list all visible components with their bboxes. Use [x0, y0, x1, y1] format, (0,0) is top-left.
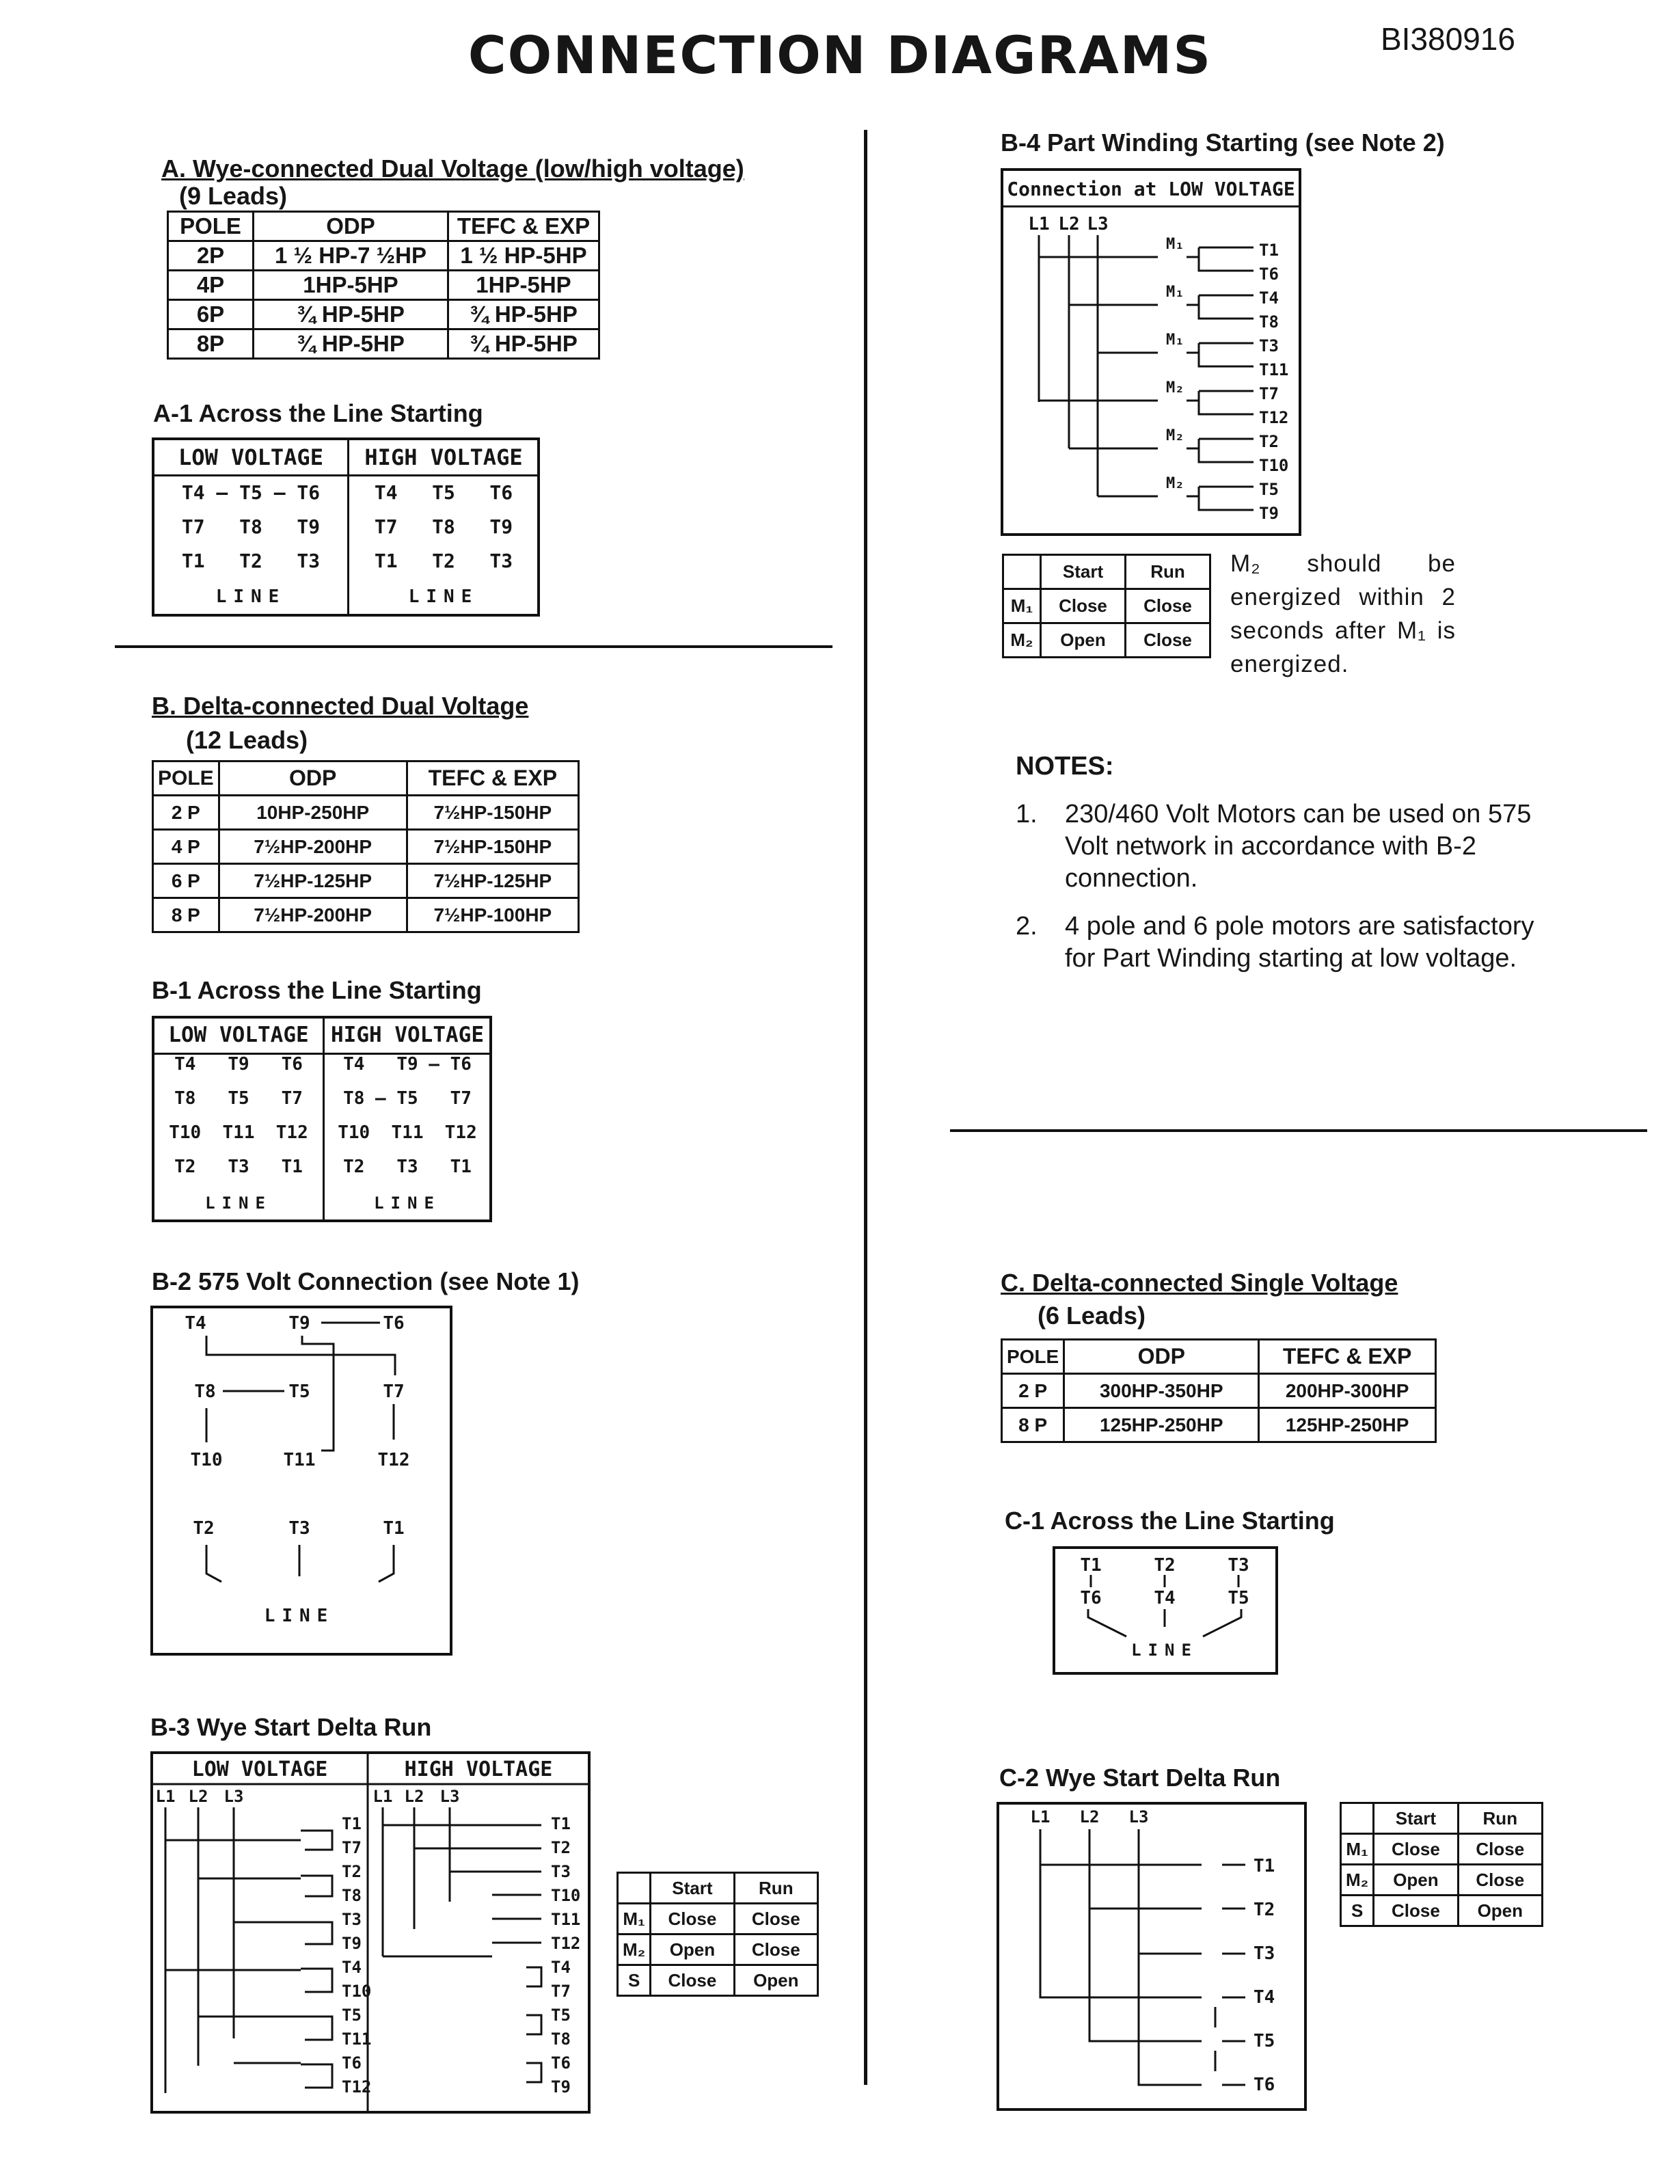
table-cell: M₂ — [618, 1934, 651, 1965]
table-cell: M₂ — [1341, 1865, 1374, 1896]
table-cell: Close — [1126, 623, 1210, 658]
section-c1-heading: C-1 Across the Line Starting — [1005, 1507, 1335, 1535]
section-b1-heading: B-1 Across the Line Starting — [152, 976, 482, 1004]
table-header-row — [153, 761, 579, 796]
table-row — [1341, 1834, 1543, 1865]
svg-text:M₂: M₂ — [1166, 475, 1184, 492]
svg-text:T11: T11 — [342, 2030, 372, 2049]
table-cell: 2P — [168, 241, 254, 271]
table-cell: Close — [651, 1904, 734, 1934]
note-item — [1016, 798, 1562, 901]
c2-l1: L1 — [1030, 1807, 1051, 1826]
note-item — [1016, 911, 1562, 1013]
table-row — [618, 1965, 818, 1996]
table-cell: 1 ½ HP-5HP — [448, 241, 599, 271]
svg-text:T12: T12 — [342, 2077, 372, 2097]
table-cell: 8P — [168, 329, 254, 359]
table-cell: Close — [1374, 1834, 1458, 1865]
table-row — [618, 1904, 818, 1934]
a1-high-voltage-label: HIGH VOLTAGE — [364, 444, 523, 470]
table-header-cell: TEFC & EXP — [448, 212, 599, 241]
table-cell: Open — [1041, 623, 1126, 658]
table-row — [1003, 589, 1210, 623]
table-cell: 2 P — [153, 796, 219, 830]
svg-text:T7: T7 — [1259, 384, 1279, 403]
svg-text:T5: T5 — [342, 2006, 362, 2025]
a1-diagram-box — [152, 437, 540, 617]
b2-terminal-t4: T4 — [185, 1313, 206, 1334]
svg-text:T1: T1 — [342, 1814, 362, 1833]
table-row — [153, 830, 579, 864]
table-cell: 6P — [168, 300, 254, 329]
table-cell: Close — [1458, 1834, 1542, 1865]
b1-high-voltage-label: HIGH VOLTAGE — [331, 1023, 484, 1047]
svg-text:T2: T2 — [551, 1838, 571, 1857]
svg-text:T8: T8 — [342, 1886, 362, 1905]
table-cell: 7½HP-150HP — [407, 830, 578, 864]
svg-text:T9: T9 — [551, 2077, 571, 2097]
table-cell: 10HP-250HP — [219, 796, 407, 830]
section-b3-heading: B-3 Wye Start Delta Run — [150, 1713, 432, 1741]
b4-l3: L3 — [1087, 214, 1109, 234]
svg-text:T4: T4 — [342, 1958, 362, 1977]
b4-l1: L1 — [1028, 214, 1050, 234]
b3-low-voltage-label: LOW VOLTAGE — [191, 1757, 328, 1781]
b2-line-label: LINE — [264, 1606, 335, 1626]
table-header-cell: ODP — [1064, 1340, 1259, 1374]
table-header-cell: Run — [734, 1873, 817, 1904]
svg-text:T3: T3 — [551, 1862, 571, 1881]
c2-diagram — [997, 1802, 1307, 2111]
table-cell: ¾ HP-5HP — [254, 300, 448, 329]
table-cell: 1HP-5HP — [254, 271, 448, 300]
b2-terminal-t6: T6 — [383, 1313, 405, 1334]
table-header-cell: ODP — [254, 212, 448, 241]
table-cell: 1HP-5HP — [448, 271, 599, 300]
b1-high-row-2: T8 — T5 T7 — [343, 1088, 472, 1109]
section-divider-a — [115, 645, 832, 648]
a1-low-row-3: T1 T2 T3 — [181, 550, 321, 572]
section-c2-heading: C-2 Wye Start Delta Run — [999, 1764, 1281, 1792]
note-text: 4 pole and 6 pole motors are satisfactory for Part Winding starting at low voltage. — [1065, 912, 1534, 973]
table-cell: Close — [1041, 589, 1126, 623]
b4-box-label: Connection at LOW VOLTAGE — [1007, 178, 1295, 200]
svg-text:T9: T9 — [342, 1934, 362, 1953]
b4-wiring — [1039, 235, 1254, 510]
table-cell: ¾ HP-5HP — [448, 300, 599, 329]
table-header-cell: POLE — [1002, 1340, 1064, 1374]
b2-terminal-t8: T8 — [194, 1381, 216, 1402]
svg-text:T6: T6 — [342, 2053, 362, 2073]
table-cell: Open — [1458, 1896, 1542, 1926]
svg-text:T11: T11 — [551, 1910, 581, 1929]
table-row — [168, 329, 599, 359]
c1-terminal-t6: T6 — [1080, 1588, 1102, 1608]
b4-state-table — [1002, 554, 1211, 658]
section-a-table — [167, 211, 600, 360]
table-cell: 1 ½ HP-7 ½HP — [254, 241, 448, 271]
table-cell: M₁ — [1341, 1834, 1374, 1865]
table-cell: 7½HP-125HP — [219, 864, 407, 898]
svg-text:T6: T6 — [1259, 265, 1279, 284]
svg-text:T6: T6 — [551, 2053, 571, 2073]
svg-text:T10: T10 — [551, 1886, 581, 1905]
a1-low-line: LINE — [215, 587, 286, 607]
b1-diagram-box — [152, 1016, 492, 1222]
svg-text:T1: T1 — [1259, 241, 1279, 260]
svg-text:T1: T1 — [1254, 1856, 1275, 1876]
b1-low-row-3: T10 T11 T12 — [169, 1122, 308, 1143]
a1-high-row-1: T4 T5 T6 — [374, 481, 513, 504]
a1-low-voltage-label: LOW VOLTAGE — [178, 444, 323, 470]
svg-text:T5: T5 — [551, 2006, 571, 2025]
b3-high-l2: L2 — [404, 1787, 424, 1806]
b3-state-table — [617, 1872, 819, 1997]
b3-low-l3: L3 — [223, 1787, 244, 1806]
b3-low-wiring — [165, 1807, 332, 2093]
table-row — [1341, 1896, 1543, 1926]
b2-terminal-t9: T9 — [288, 1313, 310, 1334]
c2-terminals — [1254, 1856, 1275, 2095]
b2-terminal-t5: T5 — [288, 1381, 310, 1402]
section-divider-notes — [950, 1129, 1647, 1132]
svg-text:M₂: M₂ — [1166, 427, 1184, 444]
b2-terminal-t11: T11 — [283, 1450, 316, 1470]
c1-terminal-t1: T1 — [1080, 1555, 1102, 1576]
b3-frame — [152, 1753, 589, 2112]
table-row — [153, 898, 579, 932]
svg-text:T12: T12 — [1259, 408, 1289, 427]
table-row — [168, 271, 599, 300]
b1-high-row-4: T2 T3 T1 — [343, 1157, 472, 1177]
table-cell: 7½HP-125HP — [407, 864, 578, 898]
table-cell: Close — [1458, 1865, 1542, 1896]
b4-diagram — [1001, 168, 1301, 537]
svg-text:T7: T7 — [342, 1838, 362, 1857]
svg-text:T8: T8 — [551, 2030, 571, 2049]
table-cell: Open — [734, 1965, 817, 1996]
svg-text:T8: T8 — [1259, 312, 1279, 332]
b2-terminal-t3: T3 — [288, 1518, 310, 1539]
c1-terminal-t5: T5 — [1228, 1588, 1249, 1608]
column-divider — [864, 130, 867, 2085]
table-cell: Open — [651, 1934, 734, 1965]
table-header-cell: TEFC & EXP — [407, 761, 578, 796]
svg-text:T1: T1 — [551, 1814, 571, 1833]
a1-divider-header — [154, 474, 537, 476]
section-a-heading: A. Wye-connected Dual Voltage (low/high voltage) — [161, 154, 744, 183]
svg-text:T10: T10 — [1259, 456, 1289, 475]
table-cell: Close — [734, 1934, 817, 1965]
b1-low-line: LINE — [205, 1194, 272, 1213]
table-cell: M₁ — [618, 1904, 651, 1934]
svg-text:M₁: M₁ — [1166, 236, 1184, 253]
b4-terminals — [1259, 241, 1288, 523]
svg-text:T9: T9 — [1259, 504, 1279, 523]
section-b-heading: B. Delta-connected Dual Voltage — [152, 692, 529, 720]
b3-high-l3: L3 — [439, 1787, 460, 1806]
table-cell: 4P — [168, 271, 254, 300]
table-header-cell: Run — [1458, 1803, 1542, 1834]
table-cell: M₁ — [1003, 589, 1041, 623]
table-cell: Close — [651, 1965, 734, 1996]
b3-high-wiring — [383, 1807, 541, 2082]
svg-text:T2: T2 — [342, 1862, 362, 1881]
c1-terminal-t4: T4 — [1154, 1588, 1176, 1608]
b2-terminal-t10: T10 — [190, 1450, 223, 1470]
c1-diagram — [1053, 1546, 1278, 1675]
table-cell: Open — [1374, 1865, 1458, 1896]
a1-low-row-2: T7 T8 T9 — [181, 515, 321, 538]
table-cell: 8 P — [153, 898, 219, 932]
table-header-cell: POLE — [153, 761, 219, 796]
b4-remark: M₂ should be energized within 2 seconds after M₁ is energized. — [1230, 550, 1456, 677]
c2-state-table — [1340, 1802, 1543, 1927]
svg-text:M₁: M₁ — [1166, 332, 1184, 349]
a1-high-row-3: T1 T2 T3 — [374, 550, 513, 572]
section-b4-heading: B-4 Part Winding Starting (see Note 2) — [1001, 129, 1445, 157]
b3-low-l1: L1 — [155, 1787, 176, 1806]
table-cell: ¾ HP-5HP — [254, 329, 448, 359]
b1-divider-middle — [323, 1019, 325, 1219]
svg-text:T5: T5 — [1259, 480, 1279, 499]
b2-terminal-t12: T12 — [377, 1450, 410, 1470]
c1-line-label: LINE — [1131, 1641, 1198, 1660]
svg-text:T2: T2 — [1254, 1900, 1275, 1920]
svg-text:M₁: M₁ — [1166, 284, 1184, 301]
table-cell: 4 P — [153, 830, 219, 864]
table-cell: 2 P — [1002, 1374, 1064, 1408]
section-c-leads: (6 Leads) — [1038, 1302, 1146, 1330]
table-header-row — [1341, 1803, 1543, 1834]
b3-diagram — [150, 1751, 591, 2114]
table-header-row — [168, 212, 599, 241]
table-cell: 300HP-350HP — [1064, 1374, 1259, 1408]
b1-high-row-1: T4 T9 — T6 — [343, 1054, 472, 1075]
table-cell: S — [618, 1965, 651, 1996]
svg-text:T4: T4 — [1254, 1987, 1275, 2008]
table-row — [1002, 1374, 1436, 1408]
svg-text:T4: T4 — [1259, 288, 1279, 308]
b2-terminal-t2: T2 — [193, 1518, 215, 1539]
c1-terminal-t2: T2 — [1154, 1555, 1176, 1576]
c1-terminal-t3: T3 — [1228, 1555, 1249, 1576]
table-row — [153, 864, 579, 898]
c2-wiring — [1040, 1829, 1245, 2085]
b1-low-voltage-label: LOW VOLTAGE — [168, 1023, 309, 1047]
note-number: 2. — [1016, 912, 1038, 941]
notes-heading: NOTES: — [1016, 752, 1114, 781]
table-header-cell: Run — [1126, 555, 1210, 589]
table-cell: 7½HP-200HP — [219, 830, 407, 864]
table-cell: 7½HP-200HP — [219, 898, 407, 932]
a1-divider-middle — [347, 440, 349, 614]
b1-high-row-3: T10 T11 T12 — [338, 1122, 477, 1143]
document-id: BI380916 — [1381, 21, 1515, 57]
c2-l2: L2 — [1079, 1807, 1100, 1826]
svg-text:T5: T5 — [1254, 2031, 1275, 2051]
table-cell: 7½HP-150HP — [407, 796, 578, 830]
table-row — [168, 300, 599, 329]
b1-low-row-2: T8 T5 T7 — [174, 1088, 303, 1109]
svg-text:T2: T2 — [1259, 432, 1279, 451]
table-cell: 8 P — [1002, 1408, 1064, 1442]
a1-high-line: LINE — [408, 587, 479, 607]
table-header-row — [618, 1873, 818, 1904]
table-row — [168, 241, 599, 271]
c2-l3: L3 — [1128, 1807, 1149, 1826]
b1-low-row-1: T4 T9 T6 — [174, 1054, 303, 1075]
note-text: 230/460 Volt Motors can be used on 575 Volt network in accordance with B-2 connection. — [1065, 800, 1532, 893]
table-cell: ¾ HP-5HP — [448, 329, 599, 359]
table-header-cell — [1341, 1803, 1374, 1834]
table-header-cell: ODP — [219, 761, 407, 796]
b2-terminal-t7: T7 — [383, 1381, 405, 1402]
table-cell: 125HP-250HP — [1064, 1408, 1259, 1442]
svg-text:T3: T3 — [342, 1910, 362, 1929]
table-cell: 7½HP-100HP — [407, 898, 578, 932]
table-row — [153, 796, 579, 830]
table-cell: 125HP-250HP — [1259, 1408, 1436, 1442]
table-cell: M₂ — [1003, 623, 1041, 658]
table-row — [1341, 1865, 1543, 1896]
b2-frame — [152, 1307, 451, 1654]
svg-text:T12: T12 — [551, 1934, 581, 1953]
section-c-heading: C. Delta-connected Single Voltage — [1001, 1269, 1398, 1297]
table-cell: Close — [1374, 1896, 1458, 1926]
table-header-cell — [1003, 555, 1041, 589]
table-row — [1003, 623, 1210, 658]
b3-low-l2: L2 — [188, 1787, 208, 1806]
table-header-cell: POLE — [168, 212, 254, 241]
table-header-row — [1003, 555, 1210, 589]
table-cell: Close — [734, 1904, 817, 1934]
section-b-table — [152, 760, 580, 933]
table-cell: S — [1341, 1896, 1374, 1926]
a1-high-row-2: T7 T8 T9 — [374, 515, 513, 538]
table-header-cell: Start — [1041, 555, 1126, 589]
a1-low-row-1: T4 — T5 — T6 — [181, 481, 321, 504]
svg-text:T3: T3 — [1254, 1943, 1275, 1964]
table-row — [618, 1934, 818, 1965]
svg-text:T10: T10 — [342, 1982, 372, 2001]
table-header-cell — [618, 1873, 651, 1904]
svg-text:M₂: M₂ — [1166, 379, 1184, 396]
section-a-leads: (9 Leads) — [179, 182, 288, 210]
b2-terminal-t1: T1 — [383, 1518, 405, 1539]
svg-text:T6: T6 — [1254, 2075, 1275, 2095]
table-cell: Close — [1126, 589, 1210, 623]
b3-high-voltage-label: HIGH VOLTAGE — [404, 1757, 553, 1781]
table-header-cell: Start — [1374, 1803, 1458, 1834]
b1-low-row-4: T2 T3 T1 — [174, 1157, 303, 1177]
note-number: 1. — [1016, 800, 1038, 828]
table-cell: 200HP-300HP — [1259, 1374, 1436, 1408]
section-c-table — [1001, 1338, 1437, 1443]
table-header-row — [1002, 1340, 1436, 1374]
b4-contactor-labels — [1166, 236, 1184, 492]
svg-text:T7: T7 — [551, 1982, 571, 2001]
page-title: CONNECTION DIAGRAMS — [468, 25, 1212, 85]
section-b2-heading: B-2 575 Volt Connection (see Note 1) — [152, 1267, 580, 1295]
b3-high-l1: L1 — [372, 1787, 393, 1806]
table-header-cell: Start — [651, 1873, 734, 1904]
svg-text:T11: T11 — [1259, 360, 1289, 379]
b4-l2: L2 — [1058, 214, 1080, 234]
table-cell: 6 P — [153, 864, 219, 898]
svg-text:T4: T4 — [551, 1958, 571, 1977]
b2-diagram — [150, 1306, 454, 1657]
table-header-cell: TEFC & EXP — [1259, 1340, 1436, 1374]
b1-high-line: LINE — [374, 1194, 441, 1213]
section-b-leads: (12 Leads) — [186, 726, 308, 754]
table-row — [1002, 1408, 1436, 1442]
svg-text:T3: T3 — [1259, 336, 1279, 355]
b3-high-terminals — [551, 1814, 580, 2097]
section-a1-heading: A-1 Across the Line Starting — [153, 399, 483, 427]
